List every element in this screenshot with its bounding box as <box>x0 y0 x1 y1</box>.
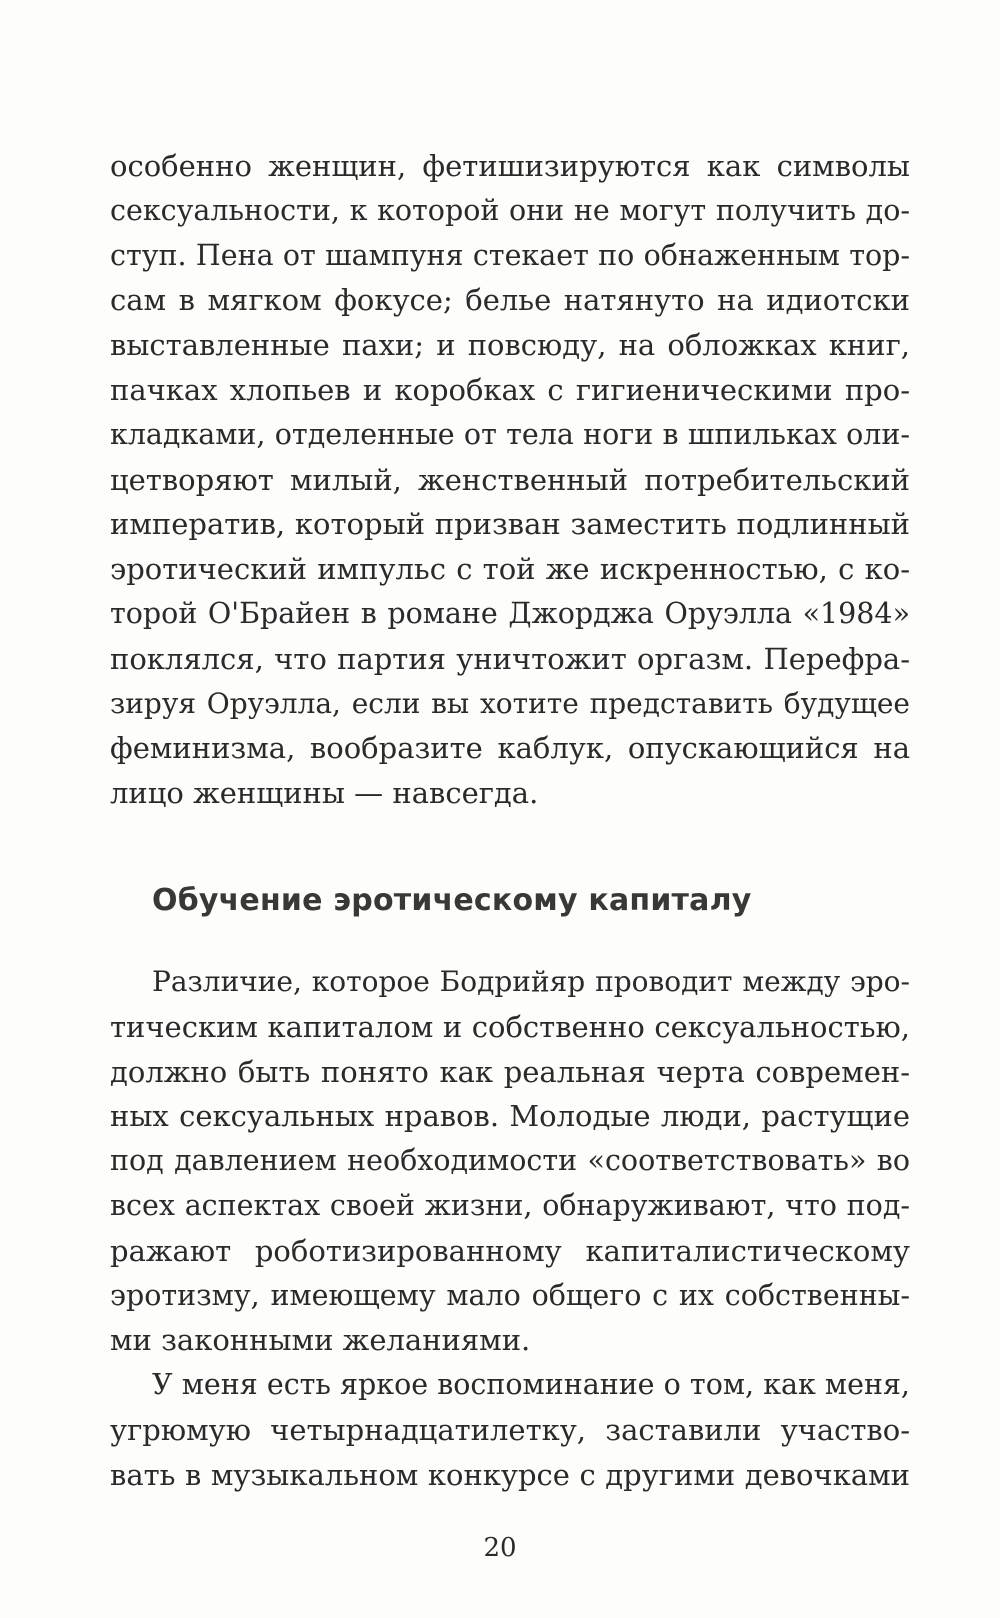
text-line: сам в мягком фокусе; белье натянуто на идиотски <box>110 283 910 318</box>
text-line: пачках хлопьев и коробках с гигиеническими про- <box>110 372 910 407</box>
text-line: эротизму, имеющему мало общего с их собственны- <box>110 1278 910 1312</box>
text-line: У меня есть яркое воспоминание о том, как меня, <box>152 1368 910 1402</box>
text-line: поклялся, что партия уничтожит оргазм. Перефра- <box>110 641 910 676</box>
text-line: ражают роботизированному капиталистическому <box>110 1233 910 1268</box>
page-number: 20 <box>483 1533 517 1563</box>
text-line: под давлением необходимости «соответствовать» во <box>110 1144 910 1178</box>
text-line: тическим капиталом и собственно сексуальностью, <box>110 1009 910 1044</box>
text-line: особенно женщин, фетишизируются как символы <box>110 149 910 183</box>
text-line: императив, который призван заместить подлинный <box>110 507 910 542</box>
text-line: сексуальности, к которой они не могут получить до- <box>110 193 910 227</box>
text-line: ных сексуальных нравов. Молодые люди, растущие <box>110 1099 910 1134</box>
text-line: всех аспектах своей жизни, обнаруживают, что под- <box>110 1188 910 1222</box>
section-heading: Обучение эротическому капиталу <box>152 883 752 918</box>
text-line: торой О'Брайен в романе Джорджа Оруэлла «1984» <box>110 596 910 630</box>
text-line: цетворяют милый, женственный потребительский <box>110 462 910 497</box>
text-line: выставленные пахи; и повсюду, на обложках книг, <box>110 328 910 363</box>
text-line: Различие, которое Бодрийяр проводит между эро- <box>152 965 910 998</box>
text-line: вать в музыкальном конкурсе с другими девочками <box>110 1457 910 1492</box>
paragraph-body-1 <box>110 144 910 816</box>
text-line: лицо женщины — навсегда. <box>110 776 539 811</box>
text-line: должно быть понято как реальная черта современ- <box>110 1054 910 1089</box>
text-line: кладками, отделенные от тела ноги в шпильках оли- <box>110 417 910 451</box>
text-line: зируя Оруэлла, если вы хотите представить будущее <box>110 686 910 720</box>
text-line: эротический импульс с той же искренностью, с ко- <box>110 552 910 587</box>
text-line: угрюмую четырнадцатилетку, заставили участво- <box>110 1412 910 1447</box>
text-line: ми законными желаниями. <box>110 1323 531 1358</box>
paragraph-body-2 <box>110 960 910 1498</box>
text-line: феминизма, вообразите каблук, опускающийся на <box>110 731 910 766</box>
text-line: ступ. Пена от шампуня стекает по обнаженным тор- <box>110 238 910 272</box>
